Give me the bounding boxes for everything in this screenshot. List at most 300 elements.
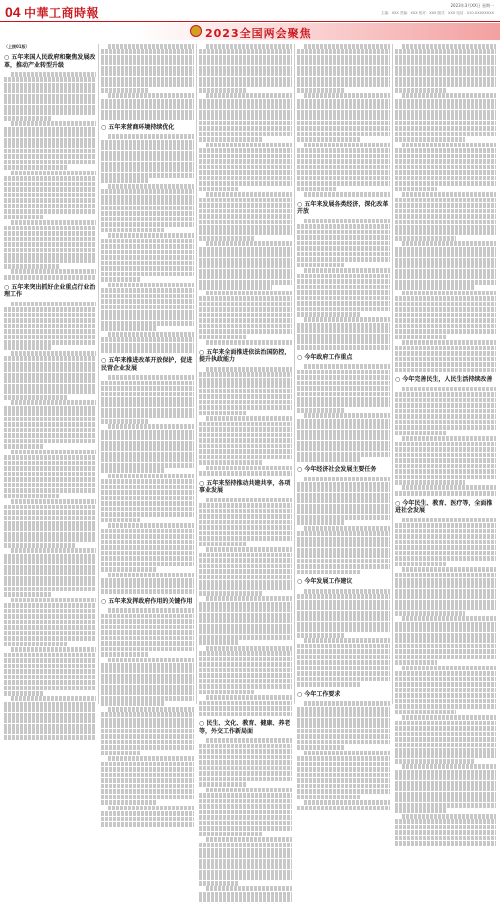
body-text-line [206,466,292,471]
body-text-line [199,668,292,673]
body-text-line [206,547,292,552]
body-text-line [11,302,96,307]
body-text-line [297,559,390,564]
body-text-line [4,253,96,258]
body-text-line [297,504,390,509]
body-text-line [395,458,496,463]
body-text-line [304,589,390,594]
body-text-line [4,88,96,93]
body-text-line [101,392,194,397]
body-text-line [4,554,96,559]
body-text-line [4,526,96,531]
body-text-line [4,99,96,104]
body-text-line [101,82,194,87]
body-text-line [101,729,194,734]
body-text-line [297,104,390,109]
body-text-line [199,536,292,541]
section-heading: ○ 五年来推进改革开放保护，促进民营企业发展 [101,357,193,372]
body-text-line [101,718,194,723]
body-text-line [297,392,390,397]
body-text-line [395,187,437,192]
body-text-line [199,810,292,815]
article-column-1 [4,44,96,704]
body-text-line [4,193,96,198]
body-text-line [4,237,96,242]
body-text-line [402,814,496,819]
body-text-line [199,269,292,274]
body-text-line [101,619,194,624]
body-text-line [402,93,496,98]
body-text-line [101,479,194,484]
body-text-line [199,449,292,454]
body-text-line [199,859,292,864]
body-text-line [101,614,194,619]
body-text-line [297,148,390,153]
body-text-line [304,268,390,273]
body-text-line [108,806,194,811]
body-text-line [101,690,194,695]
body-text-line [199,247,292,252]
body-text-line [101,625,194,630]
body-text-line [395,682,496,687]
body-text-line [297,235,390,240]
body-text-line [297,773,390,778]
body-text-line [101,457,194,462]
body-text-line [11,269,96,274]
body-text-line [4,110,96,115]
body-text-line [297,328,390,333]
body-text-line [395,403,496,408]
body-text-line [297,257,390,262]
body-text-line [297,531,390,536]
body-text-line [297,515,390,520]
body-text-line [199,444,292,449]
body-text-line [4,636,96,641]
body-text-line [101,679,194,684]
body-text-line [402,192,496,197]
body-text-line [395,104,496,109]
body-text-line [395,181,496,186]
body-text-line [297,605,390,610]
body-text-line [199,181,292,186]
body-text-line [395,819,496,824]
body-text-line [297,386,390,391]
body-text-line [4,242,96,247]
body-text-line [4,664,96,669]
body-text-line [199,148,292,153]
body-text-line [11,548,96,553]
body-text-line [297,762,390,767]
body-text-line [395,545,496,550]
body-text-line [108,375,194,380]
body-text-line [199,389,292,394]
body-text-line [4,510,96,515]
body-text-line [11,450,96,455]
body-text-line [4,149,96,154]
section-heading: ○ 今年民生、教育、医疗等，全面推进社会发展 [395,499,493,515]
body-text-line [395,688,496,693]
body-text-line [395,589,496,594]
body-text-line [4,127,96,132]
body-text-line [297,397,390,402]
body-text-line [4,570,96,575]
body-text-line [297,285,390,290]
body-text-line [297,279,390,284]
body-text-line [101,255,194,260]
body-text-line [395,252,496,257]
body-text-line [395,346,496,351]
body-text-line [4,187,96,192]
body-text-line [402,436,496,441]
body-text-line [4,516,96,521]
body-text-line [199,848,292,853]
body-text-line [297,682,361,687]
body-text-line [199,804,292,809]
body-text-line [395,165,496,170]
body-text-line [199,203,292,208]
body-text-line [395,726,496,731]
body-text-line [4,488,96,493]
body-text-line [101,321,194,326]
body-text-line [4,138,96,143]
body-text-line [297,375,390,380]
body-text-line [395,307,496,312]
body-text-line [11,351,96,356]
body-text-line [199,782,246,787]
body-text-line [395,225,496,230]
body-text-line [199,635,292,640]
body-text-line [206,837,292,842]
body-text-line [199,673,292,678]
body-text-line [4,565,96,570]
body-text-line [304,751,390,756]
body-text-line [199,214,292,219]
body-text-line [199,378,292,383]
body-text-line [297,77,390,82]
body-text-line [199,503,292,508]
body-text-line [4,609,96,614]
body-text-line [297,424,390,429]
body-text-line [108,658,194,663]
body-text-line [199,460,263,465]
body-text-line [4,729,96,734]
body-text-line [4,395,67,400]
body-text-line [297,88,344,93]
body-text-line [395,830,496,835]
body-text-line [101,272,194,277]
body-text-line [4,537,96,542]
body-text-line [395,660,437,665]
body-text-line [297,339,390,344]
body-text-line [402,485,496,490]
body-text-line [297,520,344,525]
body-text-line [395,781,496,786]
body-text-line [206,695,292,700]
body-text-line [199,777,292,782]
body-text-line [206,143,292,148]
body-text-line [199,230,292,235]
body-text-line [395,77,496,82]
body-text-line [4,215,43,220]
body-text-line [199,383,292,388]
body-text-line [297,370,390,375]
body-text-line [395,442,496,447]
body-text-line [395,447,496,452]
body-text-line [199,509,292,514]
body-text-line [4,625,96,630]
body-text-line [395,638,496,643]
body-text-line [4,378,96,383]
body-text-line [199,274,292,279]
body-text-line [101,337,194,342]
body-text-line [101,490,194,495]
body-text-line [101,386,194,391]
body-text-line [101,773,194,778]
body-text-line [395,148,496,153]
body-text-line [4,724,96,729]
body-text-line [4,735,96,740]
body-text-line [199,706,292,711]
body-text-line [395,841,496,846]
body-text-line [297,49,390,54]
body-text-line [101,740,194,745]
section-heading: ○ 五年来坚持推动共建共享，各项事业发展 [199,479,291,495]
body-text-line [297,159,390,164]
body-text-line [101,734,194,739]
body-text-line [101,636,194,641]
body-text-line [395,491,496,496]
section-heading: ○ 五年来营商环境持续优化 [101,123,175,131]
body-text-line [297,419,390,424]
body-text-line [199,137,263,142]
body-text-line [297,241,390,246]
body-text-line [395,274,496,279]
body-text-line [199,82,292,87]
body-text-line [199,679,292,684]
body-text-line [395,605,496,610]
body-text-line [4,77,96,82]
body-text-line [199,258,292,263]
body-text-line [101,294,194,299]
body-text-line [395,392,496,397]
body-text-line [101,104,194,109]
body-text-line [4,209,96,214]
body-text-line [11,647,96,652]
body-text-line [101,402,194,407]
body-text-line [395,55,496,60]
body-text-line [4,505,96,510]
body-text-line [297,498,390,503]
body-text-line [101,712,194,717]
body-text-line [4,132,96,137]
body-text-line [199,198,292,203]
body-text-line [199,154,292,159]
body-text-line [395,464,496,469]
body-text-line [402,518,496,523]
body-text-line [395,475,496,480]
body-text-line [395,99,496,104]
body-text-line [199,126,292,131]
body-text-line [206,241,292,246]
body-text-line [297,509,390,514]
body-text-line [101,435,194,440]
body-text-line [395,88,447,93]
body-text-line [101,110,194,115]
body-text-line [199,313,292,318]
body-text-line [101,397,194,402]
body-text-line [395,82,496,87]
body-text-line [297,537,390,542]
body-text-line [199,405,292,410]
body-text-line [206,340,292,345]
body-text-line [297,60,390,65]
body-text-line [297,734,390,739]
body-text-line [395,176,496,181]
body-text-line [4,226,96,231]
body-text-line [108,707,194,712]
body-text-line [297,644,390,649]
body-text-line [199,744,292,749]
body-text-line [101,88,148,93]
body-text-line [101,162,194,167]
body-text-line [199,99,292,104]
body-text-line [297,132,390,137]
body-text-line [101,685,194,690]
body-text-line [297,611,390,616]
body-text-line [402,143,496,148]
body-text-line [395,414,496,419]
body-text-line [199,580,292,585]
body-text-line [206,192,292,197]
section-heading: ○ 今年经济社会发展主要任务 [297,466,377,474]
body-text-line [297,806,390,811]
body-text-line [297,542,390,547]
body-text-line [101,430,194,435]
body-text-line [395,269,496,274]
body-text-line [395,398,496,403]
body-text-line [199,209,292,214]
body-text-line [108,474,194,479]
body-text-line [297,660,390,665]
body-text-line [395,836,496,841]
body-text-line [11,696,96,701]
body-text-line [199,799,292,804]
body-text-line [402,715,496,720]
body-text-line [4,83,96,88]
body-text-line [199,236,255,241]
body-text-line [199,870,292,875]
body-text-line [101,767,194,772]
body-text-line [11,598,96,603]
body-text-line [4,587,96,592]
body-text-line [101,696,194,701]
body-text-line [395,551,496,556]
body-text-line [395,71,496,76]
body-text-line [199,690,255,695]
body-text-line [199,542,246,547]
body-text-line [297,723,390,728]
body-text-line [395,453,496,458]
section-heading: ○ 五年来发挥政府作用的关键作用 [101,597,193,605]
body-text-line [395,633,496,638]
body-text-line [199,569,292,574]
body-text-line [297,553,390,558]
body-text-line [297,137,361,142]
body-text-line [297,110,390,115]
body-text-line [199,66,292,71]
body-text-line [101,156,194,161]
body-text-line [199,455,292,460]
body-text-line [199,132,292,137]
body-text-line [297,740,390,745]
body-text-line [108,233,194,238]
section-heading: ○ 民生、文化、教育、健康、养老等，外交工作新局面 [199,720,291,735]
body-text-line [395,469,496,474]
body-text-line [206,498,292,503]
body-text-line [4,204,96,209]
body-text-line [199,427,292,432]
body-text-line [108,523,194,528]
body-text-line [11,499,96,504]
body-text-line [4,313,96,318]
body-text-line [199,400,292,405]
body-text-line [297,745,344,750]
body-text-line [199,564,292,569]
body-text-line [199,471,292,476]
body-text-line [297,616,390,621]
body-text-line [101,540,194,545]
body-text-line [297,795,361,800]
body-text-line [297,263,344,268]
body-text-line [4,340,96,345]
section-heading: ○ 五年来突出抓好企业重点行业治理工作 [4,283,96,299]
body-text-line [395,534,496,539]
body-text-line [297,224,390,229]
body-text-line [297,307,390,312]
column-divider [294,44,295,704]
body-text-line [395,409,496,414]
body-text-line [297,767,390,772]
body-text-line [395,622,496,627]
body-text-line [395,573,496,578]
body-text-line [297,334,390,339]
body-text-line [395,600,496,605]
section-heading: ○ 今年政府工作重点 [297,353,353,361]
body-text-line [199,280,292,285]
body-text-line [199,335,246,340]
body-text-line [297,230,390,235]
continued-tag: （上接01版） [4,44,30,49]
body-text-line [199,657,292,662]
body-text-line [206,416,292,421]
body-text-line [297,671,390,676]
body-text-line [199,624,292,629]
body-text-line [395,431,447,436]
body-text-line [199,411,246,416]
banner-title: 2023全国两会聚焦 [205,27,312,40]
body-text-line [101,299,194,304]
body-text-line [297,323,390,328]
body-text-line [395,583,496,588]
body-text-line [199,749,292,754]
body-text-line [297,126,390,131]
body-text-line [297,301,390,306]
body-text-line [101,277,140,282]
issue-info-line2: 主编：XXX 责编：XXX 校对：XXX 版式：XXX 电话：010-XXXXXXXX [381,11,494,15]
body-text-line [4,182,96,187]
body-text-line [199,285,272,290]
body-text-line [199,263,292,268]
